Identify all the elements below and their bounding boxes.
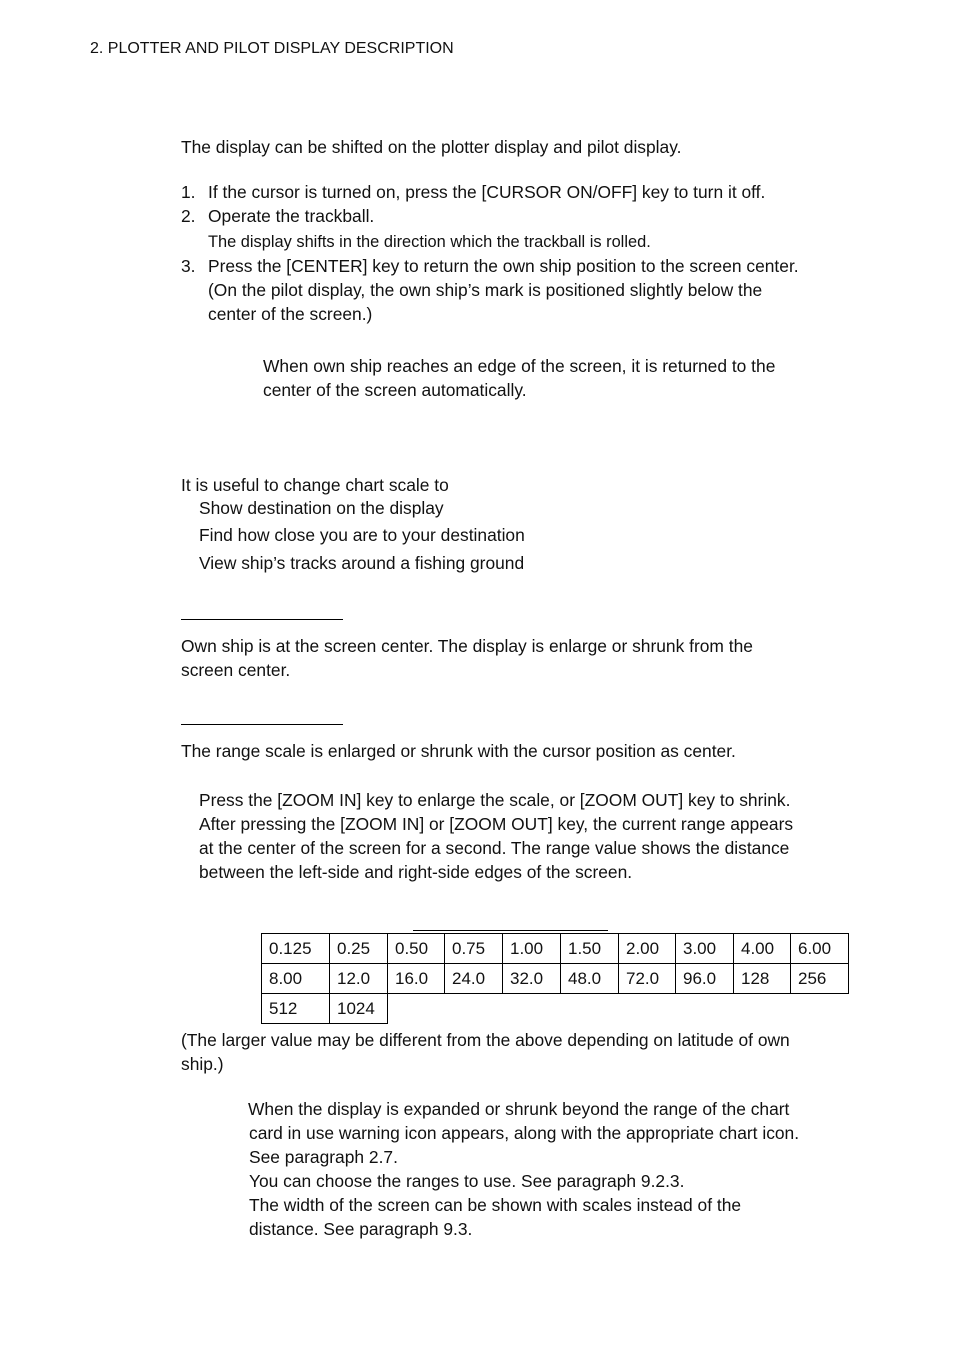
procedure-line: between the left-side and right-side edges of the screen. — [199, 862, 633, 882]
note-line: When the display is expanded or shrunk beyond the range of the chart — [248, 1099, 790, 1119]
list-item: Find how close you are to your destination — [199, 525, 525, 545]
step-text-continued: (On the pilot display, the own ship’s mark is positioned slightly below the — [208, 280, 763, 300]
step-text-continued: center of the screen.) — [208, 304, 373, 324]
table-cell: 24.0 — [445, 964, 503, 994]
note-line: See paragraph 2.7. — [249, 1147, 398, 1167]
own-ship-text: Own ship is at the screen center. The display is enlarge or shrunk from the — [181, 636, 753, 656]
cursor-text: The range scale is enlarged or shrunk with the cursor position as center. — [181, 741, 736, 761]
table-row — [262, 994, 849, 1024]
note-line: distance. See paragraph 9.3. — [249, 1219, 473, 1239]
table-cell: 0.50 — [388, 934, 445, 964]
table-cell: 0.25 — [330, 934, 388, 964]
table-note: (The larger value may be different from the above depending on latitude of own — [181, 1030, 790, 1050]
table-cell: 4.00 — [734, 934, 791, 964]
table-cell: 6.00 — [791, 934, 849, 964]
table-cell: 1024 — [330, 994, 388, 1024]
procedure-line: Press the [ZOOM IN] key to enlarge the scale, or [ZOOM OUT] key to shrink. — [199, 790, 791, 810]
table-cell: 512 — [262, 994, 330, 1024]
step-result: The display shifts in the direction which the trackball is rolled. — [208, 233, 651, 251]
table-cell: 1.00 — [503, 934, 561, 964]
range-table — [261, 933, 849, 1024]
list-item: Show destination on the display — [199, 498, 444, 518]
step-number: 1. — [181, 182, 196, 202]
page-header: 2. PLOTTER AND PILOT DISPLAY DESCRIPTION — [90, 40, 454, 57]
table-cell: 0.125 — [262, 934, 330, 964]
table-cell: 1.50 — [561, 934, 619, 964]
step-text: If the cursor is turned on, press the [CURSOR ON/OFF] key to turn it off. — [208, 182, 766, 202]
table-heading-underline — [413, 930, 608, 931]
table-cell: 16.0 — [388, 964, 445, 994]
table-cell: 32.0 — [503, 964, 561, 994]
table-row — [262, 934, 849, 964]
table-cell: 3.00 — [676, 934, 734, 964]
table-row — [262, 964, 849, 994]
step-text: Operate the trackball. — [208, 206, 375, 226]
heading-underline — [181, 619, 343, 620]
table-cell: 128 — [734, 964, 791, 994]
table-note: ship.) — [181, 1054, 224, 1074]
heading-underline — [181, 724, 343, 725]
table-cell: 96.0 — [676, 964, 734, 994]
table-cell: 48.0 — [561, 964, 619, 994]
step-number: 3. — [181, 256, 196, 276]
shift-intro: The display can be shifted on the plotter display and pilot display. — [181, 137, 682, 157]
note-line: card in use warning icon appears, along with the appropriate chart icon. — [249, 1123, 800, 1143]
list-item: View ship’s tracks around a fishing ground — [199, 553, 525, 573]
scale-intro: It is useful to change chart scale to — [181, 475, 449, 495]
note-line: When own ship reaches an edge of the screen, it is returned to the — [263, 356, 776, 376]
procedure-line: After pressing the [ZOOM IN] or [ZOOM OUT] key, the current range appears — [199, 814, 794, 834]
step-number: 2. — [181, 206, 196, 226]
own-ship-text: screen center. — [181, 660, 291, 680]
step-text: Press the [CENTER] key to return the own ship position to the screen center. — [208, 256, 799, 276]
note-line: You can choose the ranges to use. See paragraph 9.2.3. — [249, 1171, 685, 1191]
procedure-line: at the center of the screen for a second. The range value shows the distance — [199, 838, 790, 858]
table-cell: 2.00 — [619, 934, 676, 964]
table-cell: 8.00 — [262, 964, 330, 994]
table-cell: 72.0 — [619, 964, 676, 994]
note-line: center of the screen automatically. — [263, 380, 527, 400]
note-line: The width of the screen can be shown with scales instead of the — [249, 1195, 742, 1215]
table-empty-space — [388, 994, 849, 1024]
table-cell: 0.75 — [445, 934, 503, 964]
table-cell: 256 — [791, 964, 849, 994]
table-cell: 12.0 — [330, 964, 388, 994]
